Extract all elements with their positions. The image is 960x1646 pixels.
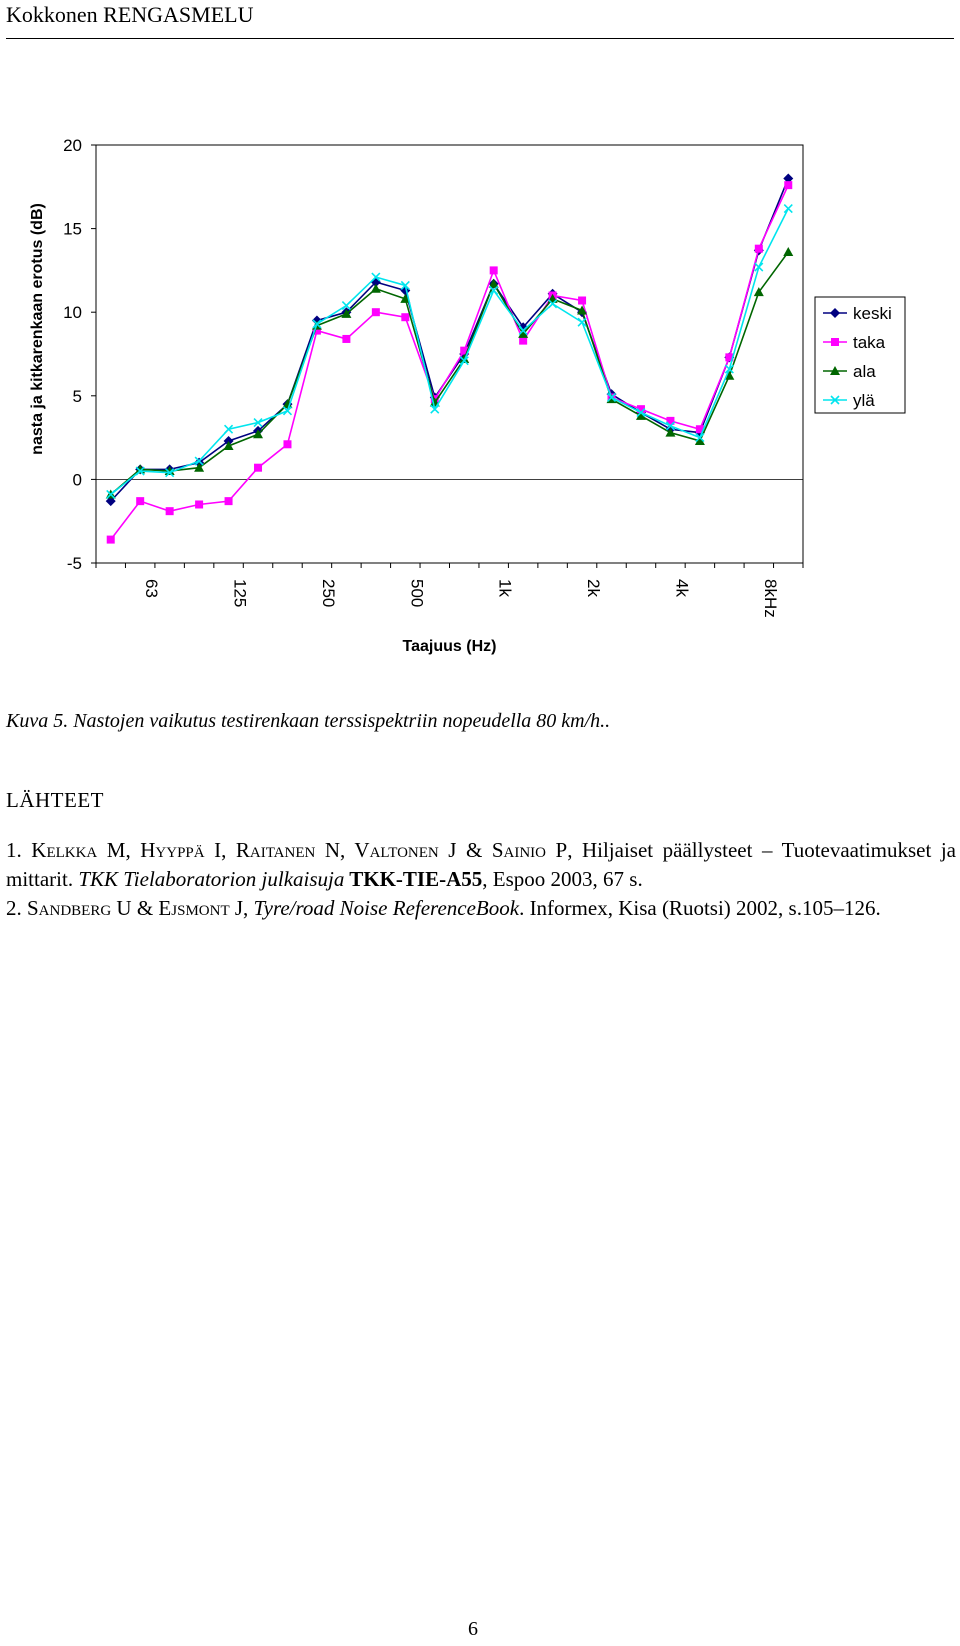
x-tick-label: 1k xyxy=(495,579,515,597)
data-point-square xyxy=(490,266,498,274)
data-point-square xyxy=(166,507,174,515)
data-point-square xyxy=(136,497,144,505)
x-tick-label: 4k xyxy=(672,579,692,597)
legend xyxy=(815,297,905,413)
data-point-square xyxy=(195,500,203,508)
ref-number: 2. xyxy=(6,896,27,920)
data-point-square xyxy=(578,296,586,304)
plot-area-border xyxy=(96,145,803,563)
data-point-square xyxy=(831,338,839,346)
series-line xyxy=(111,252,789,494)
y-axis-title: nasta ja kitkarenkaan erotus (dB) xyxy=(29,203,46,455)
ref-tail: . Informex, Kisa (Ruotsi) 2002, s.105–126. xyxy=(519,896,881,920)
x-axis-title: Taajuus (Hz) xyxy=(402,638,497,655)
series-line xyxy=(111,178,789,501)
running-header xyxy=(6,0,954,39)
ref-title: Tyre/road Noise ReferenceBook xyxy=(253,896,520,920)
data-point-square xyxy=(254,464,262,472)
series-diamond xyxy=(106,173,794,506)
x-tick-label: 500 xyxy=(407,579,427,608)
data-point-x xyxy=(784,205,792,213)
caption-text: Nastojen vaikutus testirenkaan terssispektriin nopeudella 80 km/h.. xyxy=(68,710,611,732)
ref-number: 1. xyxy=(6,838,32,862)
legend-label: keski xyxy=(853,304,892,323)
reference-1 xyxy=(6,836,956,894)
data-point-square xyxy=(784,181,792,189)
legend-label: ylä xyxy=(853,391,875,410)
ref-authors: Sandberg U & Ejsmont J xyxy=(27,896,244,920)
ref-authors: Kelkka M, Hyyppä I, Raitanen N, Valtonen J & Sainio P xyxy=(31,838,568,862)
x-tick-label: 8kHz xyxy=(760,579,780,618)
data-point-square xyxy=(372,308,380,316)
x-tick-label: 125 xyxy=(230,579,250,608)
ref-separator: , xyxy=(243,896,254,920)
caption-label: Kuva 5. xyxy=(6,710,69,732)
series-line xyxy=(111,209,789,495)
legend-label: taka xyxy=(853,333,886,352)
legend-label: ala xyxy=(853,362,876,381)
reference-2 xyxy=(6,894,956,923)
references-list xyxy=(6,836,956,923)
data-point-square xyxy=(107,536,115,544)
x-tick-label: 63 xyxy=(142,579,162,598)
y-tick-label: 20 xyxy=(63,136,82,155)
series-square xyxy=(107,181,793,543)
page-number: 6 xyxy=(468,1618,478,1640)
y-tick-label: 10 xyxy=(63,303,82,323)
data-point-triangle xyxy=(783,247,793,256)
data-point-square xyxy=(401,313,409,321)
ref-code: TKK-TIE-A55 xyxy=(344,867,483,891)
data-point-square xyxy=(755,245,763,253)
frequency-chart xyxy=(0,100,960,660)
data-point-square xyxy=(225,497,233,505)
series-triangle xyxy=(106,247,794,498)
running-head-text: Kokkonen RENGASMELU xyxy=(6,2,254,27)
y-tick-label: 5 xyxy=(72,386,82,406)
data-point-square xyxy=(342,335,350,343)
data-point-square xyxy=(283,440,291,448)
series-line xyxy=(111,185,789,539)
x-tick-label: 250 xyxy=(318,579,338,608)
figure-caption xyxy=(6,710,610,733)
x-tick-label: 2k xyxy=(584,579,604,597)
ref-tail: , Espoo 2003, 67 s. xyxy=(482,867,643,891)
ref-title: , Hiljaiset päällysteet – Tuotevaatimukset ja mittarit. xyxy=(6,838,957,891)
references-heading: LÄHTEET xyxy=(6,788,104,812)
y-tick-label: 0 xyxy=(72,470,82,490)
ref-series: TKK Tielaboratorion julkaisuja xyxy=(78,867,345,891)
y-tick-label: -5 xyxy=(66,554,82,573)
y-tick-label: 15 xyxy=(63,219,82,239)
